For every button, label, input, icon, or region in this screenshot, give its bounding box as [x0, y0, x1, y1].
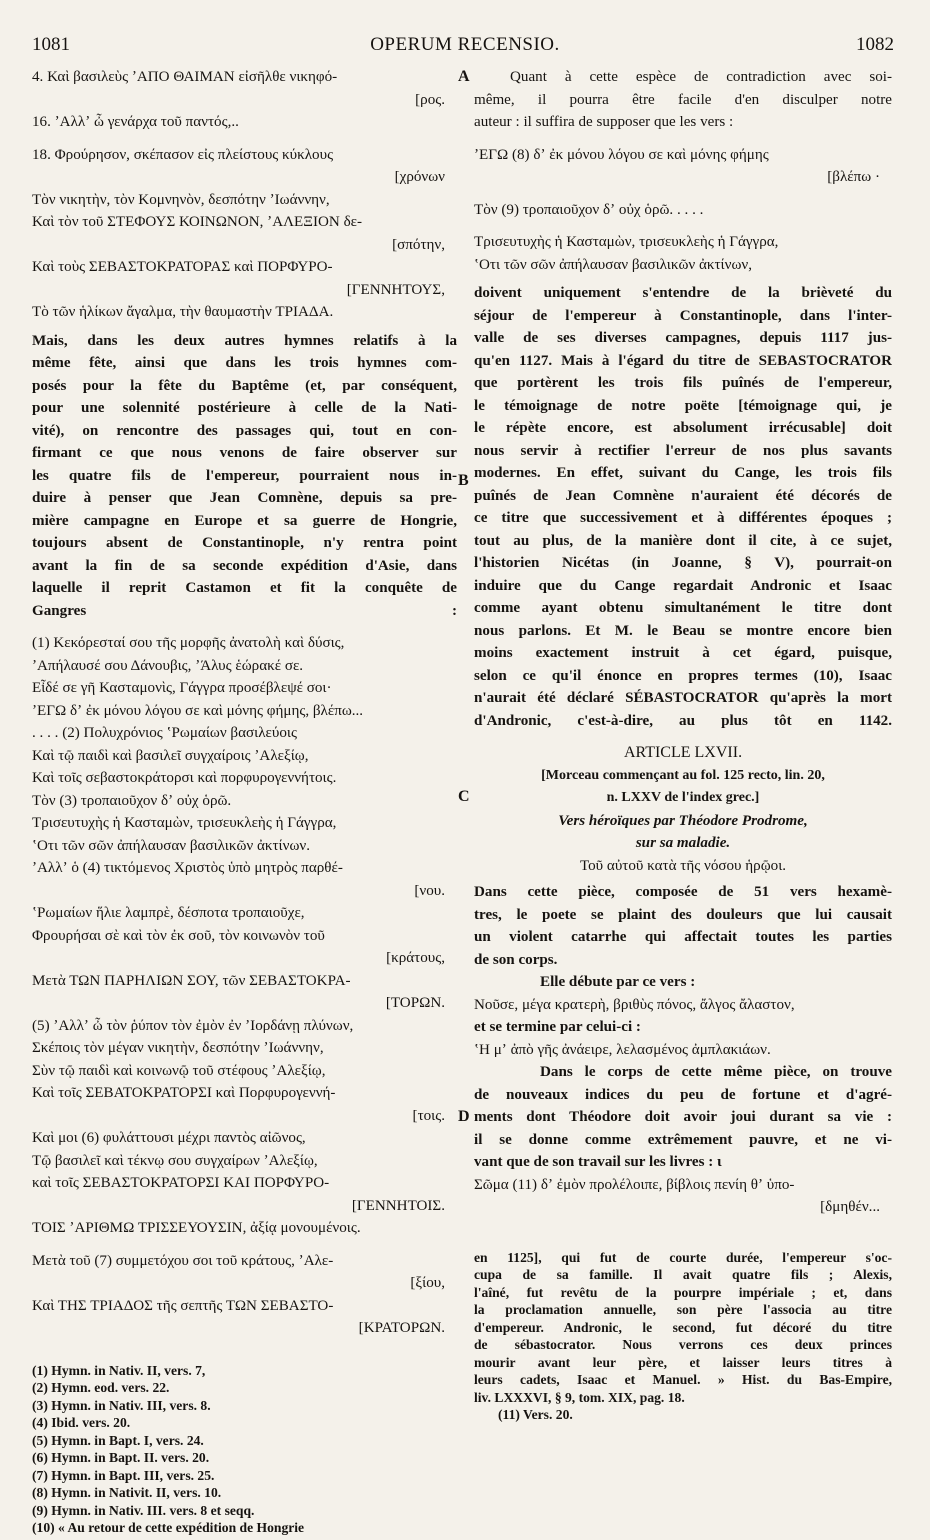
verse-line: [ξίου,	[410, 1275, 445, 1291]
footnote-line: (8) Hymn. in Nativit. II, vers. 10.	[32, 1485, 222, 1500]
text-line: puînés de Jean Comnène n'auraient été décorés de	[474, 487, 892, 504]
text-line: tout au plus, de la manière dont il cite, à ce sujet,	[474, 532, 892, 549]
verse-line: . . . . (2) Πολυχρόνιος ʽΡωμαίων βασιλεύοις	[32, 725, 297, 741]
verse-line: Τῷ βασιλεῖ καὶ τέκνῳ σου συγχαίρων ʼΑλεξίῳ,	[32, 1152, 318, 1169]
text-line: firmant ce que nous venons de faire observer sur	[32, 445, 457, 461]
footnote-line: (11) Vers. 20.	[498, 1407, 573, 1422]
verse-line: Μετὰ ΤΩΝ ΠΑΡΗΛΙΩΝ ΣΟΥ, τῶν ΣΕΒΑΣΤΟΚΡΑ-	[32, 972, 351, 989]
text-line: [βλέπω ·	[827, 169, 880, 185]
spacer	[474, 221, 892, 231]
spacer	[32, 134, 457, 144]
text-line: valle de ses diverses campagnes, depuis 1117 jus-	[474, 330, 892, 346]
page-number-right: 1082	[856, 34, 894, 55]
text-line: duire à penser que Jean Comnène, depuis sa pre-	[32, 490, 457, 506]
text-line: il se donne comme extrêmement pauvre, et ne vi-	[474, 1131, 892, 1148]
text-line: le témoignage de notre poëte [témoignage qui, je	[474, 397, 892, 414]
verse-line: ʼΑλλʼ ὁ (4) τικτόμενος Χριστὸς ὑπὸ μητρὸς παρθέ-	[32, 860, 343, 876]
article-title: ARTICLE LXVII.	[623, 744, 743, 761]
article-subtitle-1: Vers héroïques par Théodore Prodrome,	[558, 812, 808, 829]
text-line: comme ayant obtenu simultanément le titre dont	[474, 600, 892, 616]
text-line: Gangres :	[32, 602, 457, 619]
footnote-line: (6) Hymn. in Bapt. II. vers. 20.	[32, 1450, 210, 1465]
footnote-line: de sébastocrator. Nous verrons ces deux princes	[474, 1337, 892, 1352]
footnote-line: (7) Hymn. in Bapt. III, vers. 25.	[32, 1467, 215, 1483]
verse-line: Εἶδέ σε γῆ Κασταμονὶς, Γάγγρα προσέβλεψέ σοι·	[32, 680, 332, 696]
right-body	[474, 881, 892, 1219]
footnote-line: leurs cadets, Isaac et Manuel. » Hist. du Bas-Empire,	[474, 1372, 892, 1387]
article-subtitle-2: sur sa maladie.	[635, 835, 731, 851]
verse-line: [τοις.	[412, 1107, 445, 1124]
right-paragraph	[474, 282, 892, 732]
text-line: Dans cette pièce, composée de 51 vers hexamè-	[474, 884, 892, 900]
text-line: d'Andronic, c'est-à-dire, au plus tôt en 1142.	[474, 712, 892, 729]
text-line: n'aurait été déclaré SÉBASTOCRATOR qu'après la mort	[474, 690, 892, 706]
margin-letter-b: B	[458, 472, 469, 489]
text-line: même fête, ainsi que dans les trois hymnes com-	[32, 355, 457, 371]
text-line: tres, le poete se plaint des douleurs que lui causait	[474, 906, 892, 923]
text-line: doivent uniquement s'entendre de la brièveté du	[474, 285, 892, 301]
text-line: toujours absent de Constantinople, n'y rentra point	[32, 535, 457, 551]
margin-letter-a: A	[458, 68, 470, 85]
verse-line: Μετὰ τοῦ (7) συμμετόχου σοι τοῦ κράτους, ʼΑλε-	[32, 1252, 334, 1269]
footnote-line: mourir avant leur père, et laisser leurs titres à	[474, 1354, 892, 1370]
verse-line: [χρόνων	[394, 169, 445, 185]
text-line: nous servir à rectifier l'erreur de nos plus savants	[474, 442, 892, 459]
verse-line: Καὶ τοῖς σεβαστοκράτορσι καὶ πορφυρογεννήτοις.	[32, 770, 337, 786]
text-line: laquelle il reprit Castamon et fit la conquête de	[32, 580, 457, 596]
text-line: Mais, dans les deux autres hymnes relatifs à la	[32, 332, 457, 349]
text-line: ʼΕΓΩ (8) δʼ ἐκ μόνου λόγου σε καὶ μόνης φήμης	[474, 146, 769, 163]
article-heading	[474, 742, 892, 877]
verse-line: καὶ τοῖς ΣΕΒΑΣΤΟΚΡΑΤΟΡΣΙ ΚΑΙ ΠΟΡΦΥΡΟ-	[32, 1175, 330, 1191]
verse-line: [σπότην,	[392, 236, 445, 253]
footnote-line: (9) Hymn. in Nativ. III. vers. 8 et seqq.	[32, 1502, 255, 1518]
text-line: Dans le corps de cette même pièce, on trouve	[540, 1064, 892, 1080]
text-line: que portèrent les trois fils puînés de l'empereur,	[474, 375, 892, 391]
verse-line: Σὺν τῷ παιδὶ καὶ κοινωνῷ τοῦ στέφους ʼΑλεξίῳ,	[32, 1062, 326, 1079]
text-line: Elle débute par ce vers :	[540, 974, 696, 990]
left-footnotes	[32, 1362, 457, 1537]
verse-line: Φρουρήσαι σὲ καὶ τὸν ἐκ σοῦ, τὸν κοινωνὸν τοῦ	[32, 927, 325, 944]
article-greek-title: Τοῦ αὐτοῦ κατὰ τῆς νόσου ἡρῷοι.	[579, 857, 787, 874]
text-line: ce titre que successivement et à différentes époques ;	[474, 510, 892, 526]
text-line: pour une solennité postérieure à celle de la Nati-	[32, 400, 457, 416]
verse-line: (1) Κεκόρεσταί σου τῆς μορφῆς ἀνατολὴ καὶ δύσις,	[32, 635, 345, 651]
verse-line: ʼΕΓΩ δʼ ἐκ μόνου λόγου σε καὶ μόνης φήμης, βλέπω...	[32, 702, 364, 719]
verse-line: Καὶ ΤΗΣ ΤΡΙΑΔΟΣ τῆς σεπτῆς ΤΩΝ ΣΕΒΑΣΤΟ-	[32, 1297, 334, 1314]
text-line: Σῶμα (11) δʼ ἐμὸν προλέλοιπε, βίβλοις πενίη θʼ ὑπο-	[474, 1176, 795, 1193]
verse-line: Καὶ τῷ παιδὶ καὶ βασιλεῖ συγχαίροις ʼΑλεξίῳ,	[32, 747, 309, 764]
text-line: les quatre fils de l'empereur, pourraient nous in-	[32, 467, 457, 484]
footnote-line: liv. LXXXVI, § 9, tom. XIX, pag. 18.	[474, 1389, 685, 1405]
text-line: ʽΗ μʼ ἀπὸ γῆς ἀνάειρε, λελασμένος ἀμπλακιάων.	[474, 1041, 771, 1058]
left-opening-verses	[32, 66, 457, 324]
verse-line: 16. ʼΑλλʼ ὦ γενάρχα τοῦ παντός,..	[32, 114, 239, 130]
verse-line: Καὶ τοῖς ΣΕΒΑΤΟΚΡΑΤΟΡΣΙ καὶ Πορφυρογεννή-	[32, 1085, 336, 1101]
verse-line: [ρος.	[415, 91, 445, 108]
verse-line: Καὶ τοὺς ΣΕΒΑΣΤΟΚΡΑΤΟΡΑΣ καὶ ΠΟΡΦΥΡΟ-	[32, 259, 333, 275]
verse-line: Τὸν (3) τροπαιοῦχον δʼ οὐχ ὁρῶ.	[32, 792, 232, 809]
footnote-line: (4) Ibid. vers. 20.	[32, 1415, 131, 1430]
verse-line: Σκέποις τὸν μέγαν νικητὴν, δεσπότην ʼΙωάννην,	[32, 1040, 324, 1056]
verse-line: 4. Καὶ βασιλεὺς ʼΑΠΟ ΘΑΙΜΑΝ εἰσῆλθε νικηφό-	[32, 69, 338, 85]
verse-line: [ΓΕΝΝΗΤΟΙΣ.	[351, 1197, 445, 1214]
page-number-left: 1081	[32, 34, 70, 55]
text-line: vant que de son travail sur les livres : ι	[474, 1154, 722, 1170]
verse-line: Καὶ τὸν τοῦ ΣΤΕΦΟΥΣ ΚΟΙΝΩΝΟΝ, ʼΑΛΕΞΙΟΝ δε-	[32, 214, 363, 230]
footnote-line: l'aîné, fut revêtu de la pourpre impériale ; et, dans	[474, 1284, 892, 1300]
verse-line: Τὸ τῶν ἡλίκων ἄγαλμα, τὴν θαυμαστὴν ΤΡΙΑΔΑ.	[32, 304, 334, 320]
text-line: [δμηθέν...	[820, 1199, 880, 1215]
text-line: auteur : il suffira de supposer que les vers :	[474, 114, 734, 130]
text-line: vité), on rencontre des passages qui, tout en con-	[32, 422, 457, 439]
text-line: avant la fin de sa seconde expédition d'Asie, dans	[32, 557, 457, 574]
text-line: Νοῦσε, μέγα κρατερὴ, βριθὺς πόνος, ἄλγος ἄλαστον,	[474, 996, 795, 1013]
footnote-line: d'empereur. Andronic, le second, fut décoré du titre	[474, 1319, 892, 1335]
spacer	[474, 134, 892, 144]
running-header	[30, 34, 900, 64]
verse-line: [κράτους,	[386, 950, 445, 966]
text-line: Τρισευτυχὴς ἡ Κασταμὼν, τρισευκλεὴς ἡ Γάγγρα,	[474, 234, 779, 250]
text-line: nous parlons. Et M. le Beau se montre encore bien	[474, 622, 892, 639]
verse-line: 18. Φρούρησον, σκέπασον εἰς πλείστους κύκλους	[32, 146, 334, 163]
text-line: Τὸν (9) τροπαιοῦχον δʼ οὐχ ὁρῶ. . . . .	[474, 201, 704, 218]
text-line: induire que du Cange regardait Andronic et Isaac	[474, 577, 892, 594]
right-opening	[474, 66, 892, 276]
right-column	[474, 66, 892, 1424]
verse-line: ΤΟΙΣ ʼΑΡΙΘΜΩ ΤΡΙΣΣΕΥΟΥΣΙΝ, ἀξίᾳ μονουμένοις.	[32, 1220, 361, 1236]
verse-line: Καὶ μοι (6) φυλάττουσι μέχρι παντὸς αἰῶνος,	[32, 1130, 306, 1146]
text-line: le répète encore, est absolument irrécusable] doit	[474, 420, 892, 436]
footnote-line: (5) Hymn. in Bapt. I, vers. 24.	[32, 1432, 204, 1448]
text-line: modernes. En effet, suivant du Cange, les trois fils	[474, 465, 892, 481]
verse-line: [νου.	[414, 882, 445, 899]
footnote-line: (2) Hymn. eod. vers. 22.	[32, 1380, 170, 1395]
verse-line: Τὸν νικητὴν, τὸν Κομνηνὸν, δεσπότην ʼΙωάννην,	[32, 191, 330, 208]
article-ref-line-1: [Morceau commençant au fol. 125 recto, lin. 20,	[541, 767, 825, 783]
verse-line: [ΓΕΝΝΗΤΟΥΣ,	[346, 281, 445, 298]
text-line: même, il pourra être facile d'en disculper notre	[474, 91, 892, 108]
verse-line: ʽΡωμαίων ἥλιε λαμπρὲ, δέσποτα τροπαιοῦχε,	[32, 905, 305, 921]
text-line: un violent catarrhe qui affectait toutes les parties	[474, 929, 892, 945]
verse-line: Τρισευτυχὴς ἡ Κασταμὼν, τρισευκλεὴς ἡ Γάγγρα,	[32, 815, 337, 831]
text-line: séjour de l'empereur à Constantinople, dans l'inter-	[474, 307, 892, 324]
footnote-line: (10) « Au retour de cette expédition de Hongrie	[32, 1520, 305, 1535]
text-line: de nouveaux indices du peu de fortune et d'agré-	[474, 1086, 892, 1103]
text-line: de son corps.	[474, 951, 558, 968]
verse-line: [ΤΟΡΩΝ.	[385, 995, 445, 1011]
verse-line: ʽΟτι τῶν σῶν ἀπήλαυσαν βασιλικῶν ἀκτίνων.	[32, 837, 310, 854]
footnote-line: la proclamation annuelle, son père l'associa au titre	[474, 1302, 892, 1317]
running-title: OPERUM RECENSIO.	[370, 34, 560, 55]
text-line: mière campagne en Europe et sa guerre de Hongrie,	[32, 512, 457, 529]
margin-letter-c: C	[458, 788, 470, 805]
verse-line: (5) ʼΑλλʼ ὦ τὸν ῥύπον τὸν ἐμὸν ἐν ʼΙορδάνῃ πλύνων,	[32, 1017, 354, 1034]
left-paragraph	[32, 330, 457, 623]
spacer	[32, 1240, 457, 1250]
text-line: l'historien Nicétas (in Joanne, § V), pourrait-on	[474, 555, 892, 571]
text-line: ments dont Théodore doit avoir joui durant sa vie :	[474, 1109, 892, 1125]
footnote-line: en 1125], qui fut de courte durée, l'empereur s'oc-	[474, 1249, 892, 1265]
right-footnotes	[474, 1249, 892, 1424]
text-line: moins exactement instruit à cet égard, puisque,	[474, 645, 892, 661]
text-line: Quant à cette espèce de contradiction avec soi-	[510, 69, 892, 85]
text-line: qu'en 1127. Mais à l'égard du titre de SEBASTOCRATOR	[474, 352, 892, 369]
text-line: selon ce qu'il énonce en propres termes (10), Isaac	[474, 667, 892, 684]
left-column	[32, 66, 457, 1537]
footnote-line: cupa de sa famille. Il avait quatre fils ; Alexis,	[474, 1267, 892, 1282]
text-line: ʽΟτι τῶν σῶν ἀπήλαυσαν βασιλικῶν ἀκτίνων,	[474, 256, 752, 273]
text-line: et se termine par celui-ci :	[474, 1019, 641, 1035]
footnote-line: (1) Hymn. in Nativ. II, vers. 7,	[32, 1362, 206, 1378]
article-ref-line-2: n. LXXV de l'index grec.]	[606, 790, 760, 805]
verse-line: [ΚΡΑΤΟΡΩΝ.	[358, 1320, 445, 1336]
spacer	[474, 189, 892, 199]
left-cited-verses	[32, 632, 457, 1340]
footnote-line: (3) Hymn. in Nativ. III, vers. 8.	[32, 1397, 211, 1413]
text-line: posés pour la fête du Baptême (et, par conséquent,	[32, 377, 457, 394]
margin-letter-d: D	[458, 1108, 470, 1125]
verse-line: ʼΑπήλαυσέ σου Δάνουβις, ʼΆλυς ἑώρακέ σε.	[32, 657, 304, 674]
